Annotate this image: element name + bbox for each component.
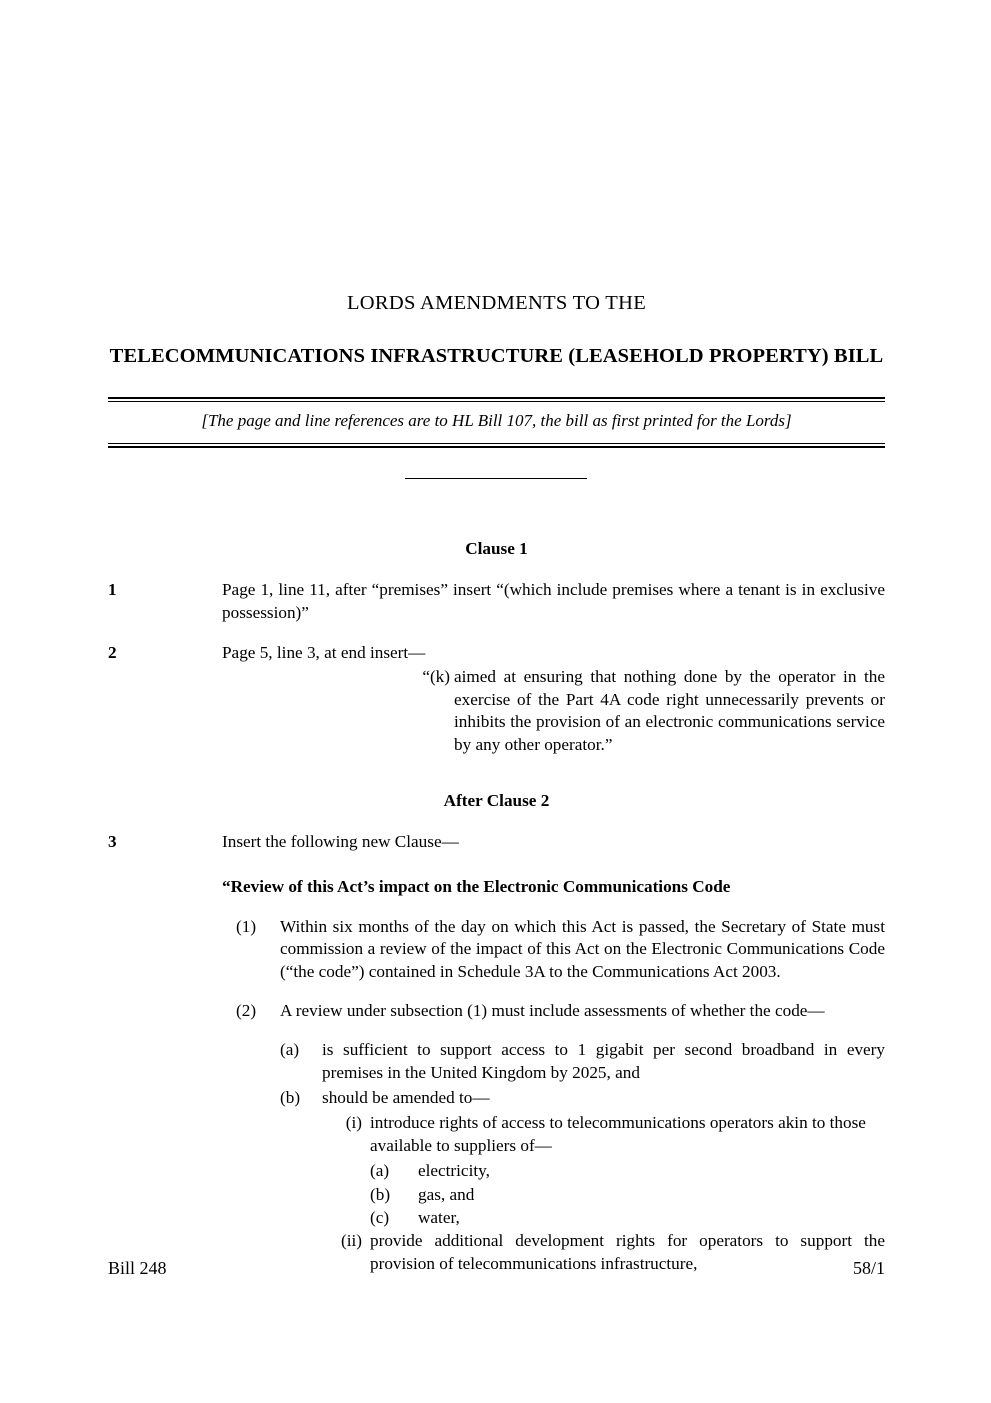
heading-clause-1: Clause 1	[465, 539, 528, 558]
document-title-line-1: LORDS AMENDMENTS TO THE	[346, 292, 647, 314]
paragraph-a	[222, 1039, 885, 1084]
divider-line	[405, 478, 587, 479]
document-header	[108, 290, 885, 447]
paragraph-b-marker: (b)	[280, 1088, 301, 1108]
paragraph-b	[222, 1087, 885, 1109]
subsection-1	[222, 916, 885, 983]
footer-bill-number: Bill 248	[108, 1258, 167, 1278]
paragraph-text-k: aimed at ensuring that nothing done by the operator in the exercise of the Part 4A code right unnecessarily prevents or inhibits the provision of an electronic communications service by any other operator.”	[454, 667, 885, 754]
page-footer	[108, 1258, 885, 1279]
amendment-1	[108, 579, 885, 624]
subparagraph-i-marker: (i)	[345, 1113, 362, 1133]
supplier-item-electricity	[222, 1160, 885, 1182]
subsection-1-text: Within six months of the day on which this Act is passed, the Secretary of State must commission a review of the impact of this Act on the Electronic Communications Code (“the code”) contained in Schedule 3A to the Communications Act 2003.	[280, 916, 885, 981]
page-reference-note: [The page and line references are to HL Bill 107, the bill as first printed for the Lords]	[201, 411, 792, 431]
amendment-3-number: 3	[108, 832, 117, 852]
subsection-2	[222, 1000, 885, 1022]
paragraph-a-text: is sufficient to support access to 1 gigabit per second broadband in every premises in the United Kingdom by 2025, and	[322, 1040, 885, 1082]
new-clause-heading: “Review of this Act’s impact on the Electronic Communications Code	[222, 876, 731, 896]
subparagraph-ii-text: provide additional development rights for operators to support the provision of telecommunications infrastructure,	[370, 1231, 885, 1273]
amendment-2-text: Page 5, line 3, at end insert—	[222, 643, 426, 663]
subsection-2-text: A review under subsection (1) must include assessments of whether the code—	[280, 1001, 825, 1021]
supplier-b-marker: (b)	[370, 1184, 391, 1204]
supplier-b-text: gas, and	[418, 1184, 475, 1204]
heading-after-clause-2: After Clause 2	[443, 790, 550, 810]
supplier-item-water	[222, 1207, 885, 1229]
subsection-1-marker: (1)	[236, 916, 257, 936]
amendment-2-inserted-paragraph	[222, 666, 885, 755]
supplier-a-text: electricity,	[418, 1161, 490, 1181]
supplier-c-text: water,	[418, 1207, 460, 1227]
section-divider-rule	[0, 478, 991, 479]
header-rule-bottom	[108, 443, 885, 447]
amendment-2-number: 2	[108, 643, 117, 663]
document-body	[108, 538, 885, 1293]
amendment-1-text: Page 1, line 11, after “premises” insert “(which include premises where a tenant is in exclusive possession)”	[222, 580, 885, 622]
amendment-2	[108, 642, 885, 756]
subparagraph-i-text: introduce rights of access to telecommunications operators akin to those available to suppliers of—	[370, 1113, 866, 1155]
supplier-c-marker: (c)	[370, 1207, 390, 1227]
paragraph-marker-k: “(k)	[422, 667, 450, 687]
subparagraph-i	[222, 1112, 885, 1157]
paragraph-b-text: should be amended to—	[322, 1088, 490, 1108]
subsection-2-marker: (2)	[236, 1001, 257, 1021]
supplier-item-gas	[222, 1184, 885, 1206]
amendment-3	[108, 831, 885, 1275]
paragraph-a-marker: (a)	[280, 1040, 300, 1060]
amendment-3-text: Insert the following new Clause—	[222, 832, 459, 852]
supplier-a-marker: (a)	[370, 1161, 390, 1181]
document-title-line-2: TELECOMMUNICATIONS INFRASTRUCTURE (LEASEHOLD PROPERTY) BILL	[109, 344, 884, 367]
footer-page-reference: 58/1	[852, 1258, 885, 1278]
amendment-1-number: 1	[108, 580, 117, 600]
subparagraph-ii-marker: (ii)	[341, 1231, 362, 1251]
